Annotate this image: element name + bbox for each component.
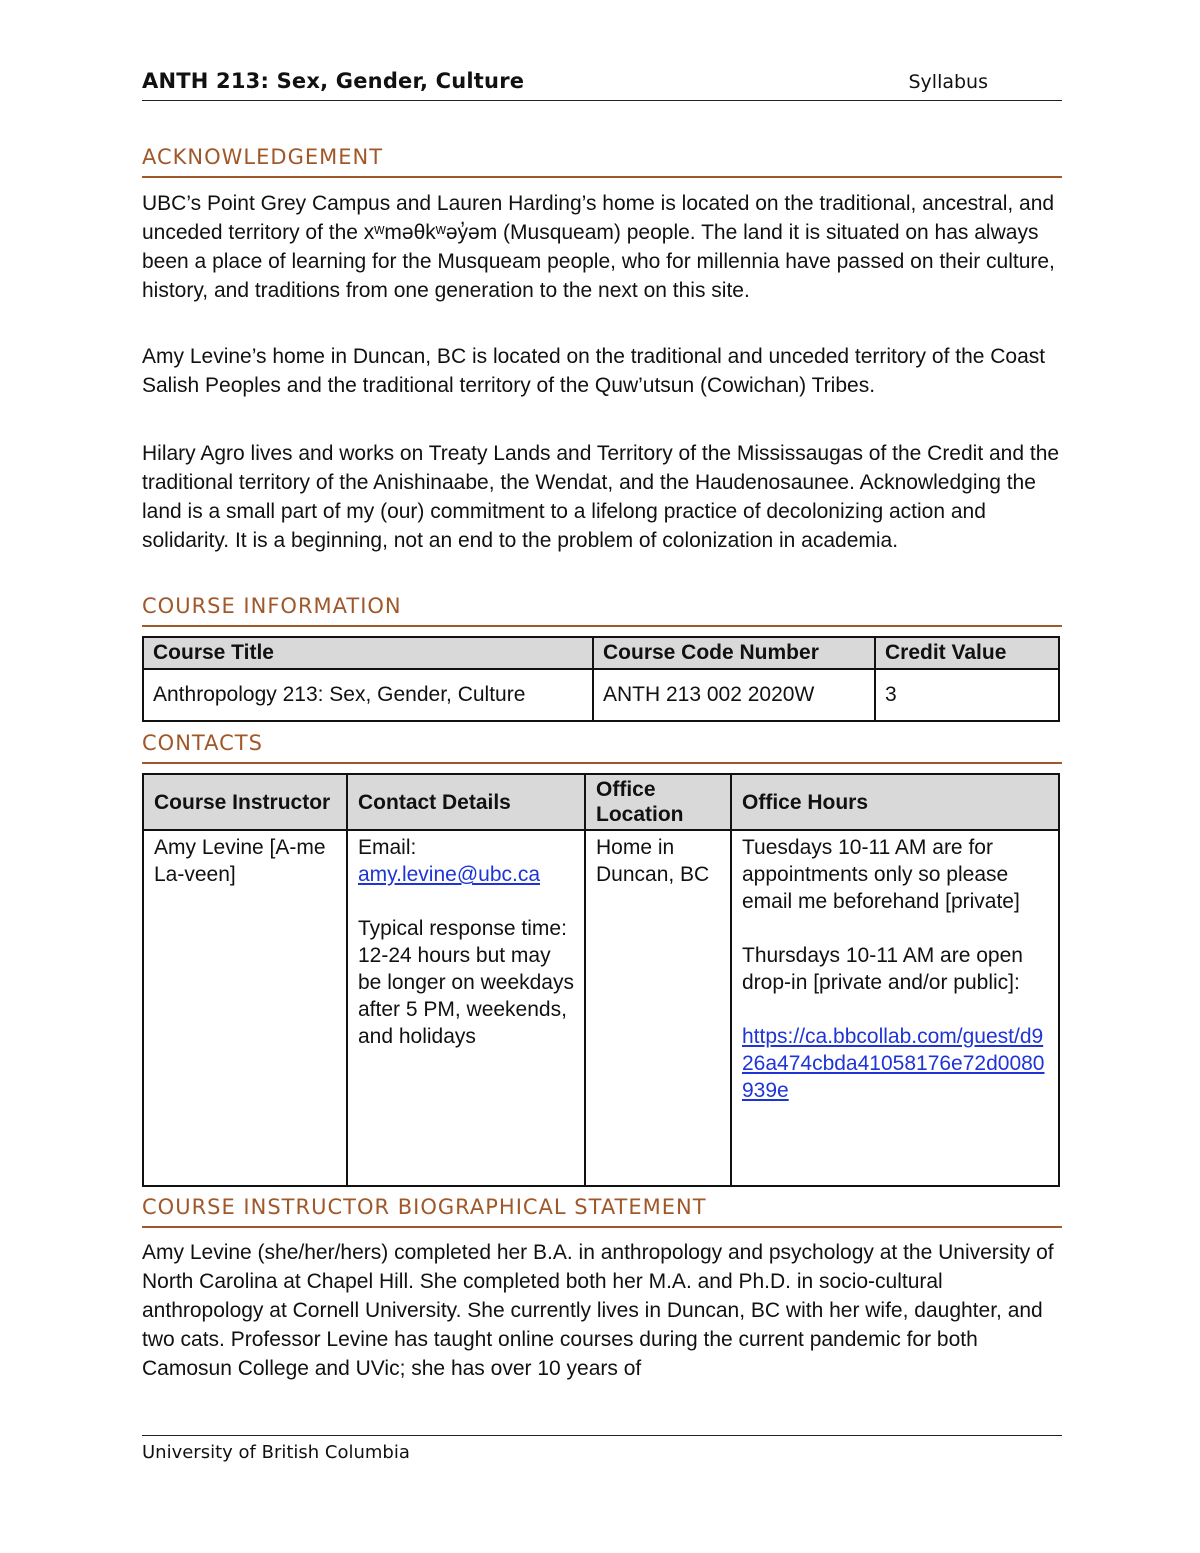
credit-value-cell: 3: [875, 669, 1059, 721]
column-header-course-code: Course Code Number: [593, 637, 875, 669]
office-hours-cell: [731, 830, 1059, 1186]
course-code-cell: ANTH 213 002 2020W: [593, 669, 875, 721]
document-type-label: Syllabus: [908, 71, 988, 93]
course-header-title: ANTH 213: Sex, Gender, Culture: [142, 69, 525, 93]
instructor-name-cell: [143, 830, 347, 1186]
email-link[interactable]: amy.levine@ubc.ca: [358, 863, 541, 886]
page-footer: [142, 1435, 1062, 1463]
acknowledgement-paragraph-mississaugas: Hilary Agro lives and works on Treaty Lands and Territory of the Mississaugas of the Credit and the traditional territory of the Anishinaabe, the Wendat, and the Haudenosaunee. Acknowledging the land is a small part of my (our) commitment to a lifelong practice of decolonizing action and solidarity. It is a beginning, not an end to the problem of colonization in academia.: [142, 442, 1060, 552]
column-header-course-title: Course Title: [143, 637, 593, 669]
page-header: [142, 66, 1062, 101]
column-header-contact-details: Contact Details: [347, 774, 585, 830]
course-information-table: [142, 636, 1060, 722]
office-location-text: Home in Duncan, BC: [596, 836, 710, 886]
instructor-name: Amy Levine [A-me La-veen]: [154, 836, 326, 886]
office-hours-thursday: Thursdays 10-11 AM are open drop-in [private and/or public]:: [742, 944, 1023, 994]
column-header-office-hours: Office Hours: [731, 774, 1059, 830]
acknowledgement-paragraph-cowichan: Amy Levine’s home in Duncan, BC is located on the traditional and unceded territory of the Coast Salish Peoples and the traditional territory of the Quw’utsun (Cowichan) Tribes.: [142, 345, 1046, 397]
office-location-cell: [585, 830, 731, 1186]
acknowledgement-paragraph-musqueam: UBC’s Point Grey Campus and Lauren Harding’s home is located on the traditional, ancestral, and unceded territory of the xʷməθkʷəy̓əm (Musqueam) people. The land it is situated on has always been a place of learning for the Musqueam people, who for millennia have passed on their culture, history, and traditions from one generation to the next on this site.: [142, 192, 1055, 302]
contacts-heading: CONTACTS: [142, 730, 1062, 764]
office-hours-tuesday: Tuesdays 10-11 AM are for appointments only so please email me beforehand [private]: [742, 836, 1020, 913]
response-time-note: Typical response time: 12-24 hours but may be longer on weekdays after 5 PM, weekends, and holidays: [358, 917, 574, 1048]
table-header-row: [143, 637, 1059, 669]
table-row: [143, 830, 1059, 1186]
collaborate-session-link[interactable]: https://ca.bbcollab.com/guest/d926a474cbda41058176e72d0080939e: [742, 1025, 1045, 1102]
table-row: [143, 669, 1059, 721]
biography-paragraph: Amy Levine (she/her/hers) completed her B.A. in anthropology and psychology at the University of North Carolina at Chapel Hill. She completed both her M.A. and Ph.D. in socio-cultural anthropology at Cornell University. She currently lives in Duncan, BC with her wife, daughter, and two cats. Professor Levine has taught online courses during the current pandemic for both Camosun College and UVic; she has over 10 years of: [142, 1241, 1054, 1380]
table-header-row: [143, 774, 1059, 830]
acknowledgement-heading: ACKNOWLEDGEMENT: [142, 144, 1062, 178]
footer-institution: University of British Columbia: [142, 1442, 410, 1463]
course-information-heading: COURSE INFORMATION: [142, 593, 1062, 627]
column-header-office-location: Office Location: [585, 774, 731, 830]
contact-details-cell: [347, 830, 585, 1186]
column-header-credit-value: Credit Value: [875, 637, 1059, 669]
course-title-cell: Anthropology 213: Sex, Gender, Culture: [143, 669, 593, 721]
biography-heading: COURSE INSTRUCTOR BIOGRAPHICAL STATEMENT: [142, 1194, 1062, 1228]
contacts-table: [142, 773, 1060, 1187]
email-label: Email:: [358, 836, 417, 859]
column-header-course-instructor: Course Instructor: [143, 774, 347, 830]
